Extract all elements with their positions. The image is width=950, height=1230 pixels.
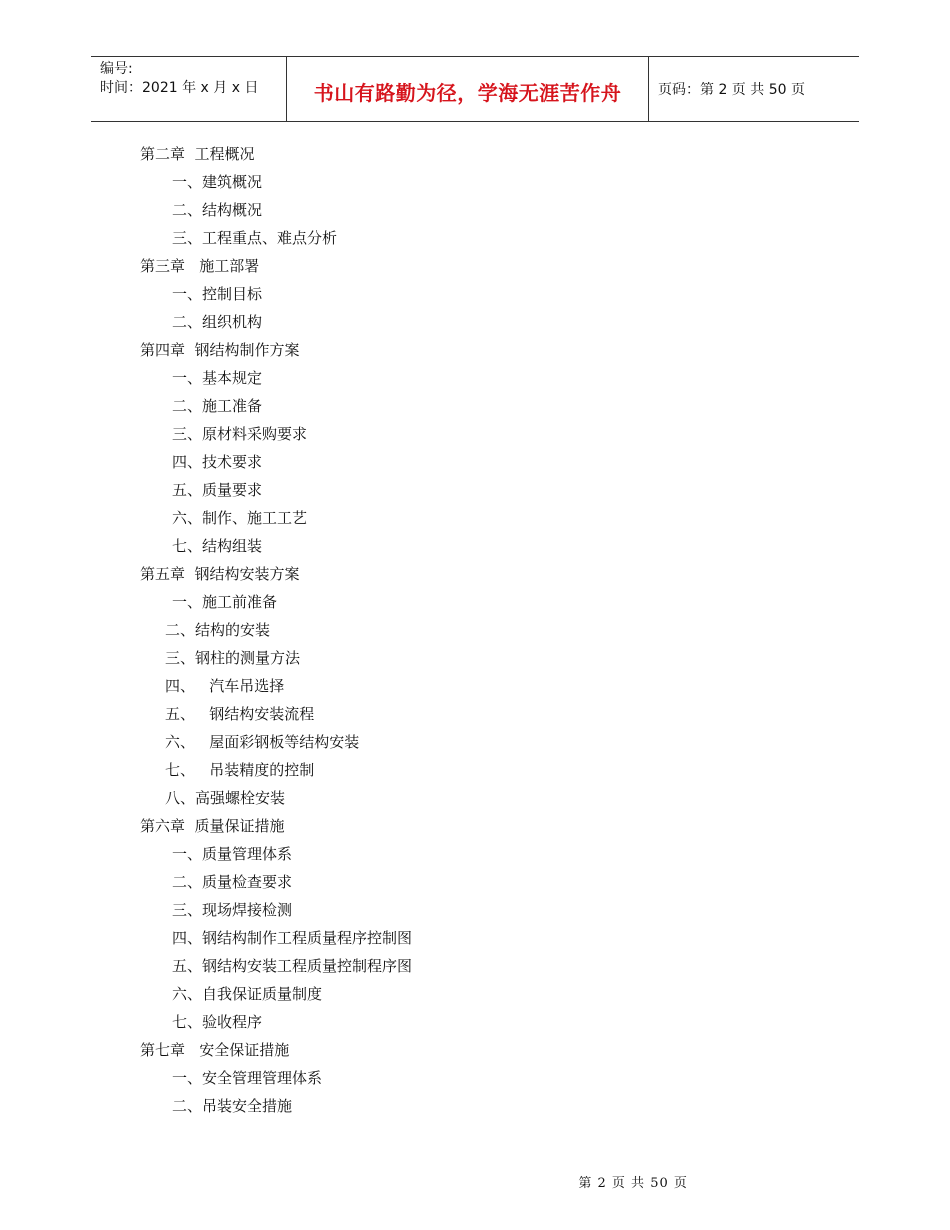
toc-item: 一、基本规定 bbox=[172, 369, 263, 387]
toc-item: 三、钢柱的测量方法 bbox=[165, 649, 301, 667]
toc-item: 二、结构的安装 bbox=[165, 621, 271, 639]
toc-item: 六、自我保证质量制度 bbox=[172, 985, 323, 1003]
toc-item: 七、 吊装精度的控制 bbox=[165, 761, 315, 779]
toc-item: 一、控制目标 bbox=[172, 285, 263, 303]
toc-chapter-2: 第二章 工程概况 bbox=[140, 145, 255, 163]
toc-item: 二、组织机构 bbox=[172, 313, 263, 331]
toc-item: 二、质量检查要求 bbox=[172, 873, 293, 891]
toc-item: 四、技术要求 bbox=[172, 453, 263, 471]
toc-item: 六、 屋面彩钢板等结构安装 bbox=[165, 733, 360, 751]
toc-item: 五、质量要求 bbox=[172, 481, 263, 499]
toc-item: 二、施工准备 bbox=[172, 397, 263, 415]
toc-chapter-5: 第五章 钢结构安装方案 bbox=[140, 565, 300, 583]
toc-item: 二、吊装安全措施 bbox=[172, 1097, 293, 1115]
toc-item: 三、工程重点、难点分析 bbox=[172, 229, 338, 247]
footer-page-number: 第 2 页 共 50 页 bbox=[578, 1176, 688, 1191]
toc-chapter-4: 第四章 钢结构制作方案 bbox=[140, 341, 300, 359]
toc-item: 一、安全管理管理体系 bbox=[172, 1069, 323, 1087]
toc-item: 一、施工前准备 bbox=[172, 593, 278, 611]
header-page-info: 页码：第 2 页 共 50 页 bbox=[658, 82, 805, 98]
toc-item: 四、 汽车吊选择 bbox=[165, 677, 285, 695]
toc-item: 三、原材料采购要求 bbox=[172, 425, 308, 443]
toc-item: 一、质量管理体系 bbox=[172, 845, 293, 863]
toc-item: 四、钢结构制作工程质量程序控制图 bbox=[172, 929, 413, 947]
toc-item: 二、结构概况 bbox=[172, 201, 263, 219]
toc-item: 五、钢结构安装工程质量控制程序图 bbox=[172, 957, 413, 975]
toc-item: 七、结构组装 bbox=[172, 537, 263, 555]
toc-chapter-3: 第三章 施工部署 bbox=[140, 257, 260, 275]
toc-item: 六、制作、施工工艺 bbox=[172, 509, 308, 527]
toc-item: 一、建筑概况 bbox=[172, 173, 263, 191]
document-time: 时间：2021 年 x 月 x 日 bbox=[100, 80, 259, 96]
toc-item: 三、现场焊接检测 bbox=[172, 901, 293, 919]
toc-chapter-7: 第七章 安全保证措施 bbox=[140, 1041, 290, 1059]
toc-item: 七、验收程序 bbox=[172, 1013, 263, 1031]
toc-item: 八、高强螺栓安装 bbox=[165, 789, 286, 807]
page-footer bbox=[0, 1157, 950, 1191]
header-motto: 书山有路勤为径，学海无涯苦作舟 bbox=[286, 57, 649, 121]
toc-item: 五、 钢结构安装流程 bbox=[165, 705, 315, 723]
document-number-label: 编号: bbox=[100, 61, 133, 77]
toc-chapter-6: 第六章 质量保证措施 bbox=[140, 817, 285, 835]
